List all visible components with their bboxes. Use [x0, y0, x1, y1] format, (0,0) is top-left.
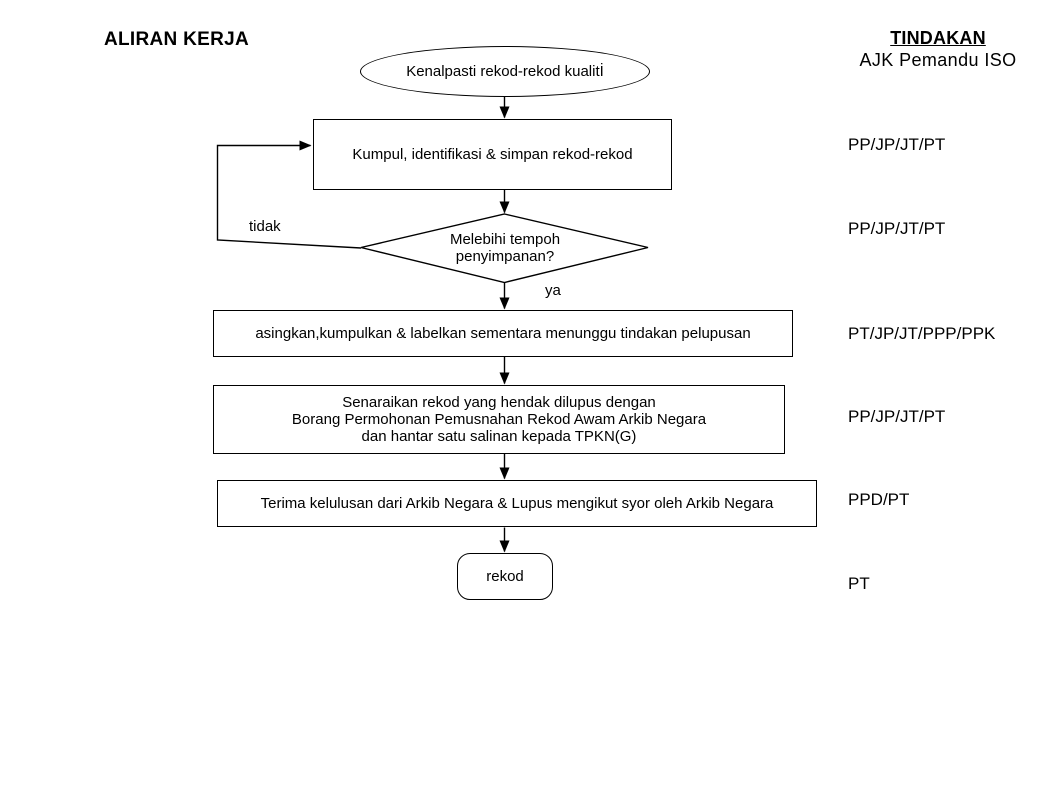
flow-node-end-label: rekod	[486, 568, 524, 585]
flow-node-start	[360, 46, 650, 97]
action-decision: PP/JP/JT/PT	[848, 219, 946, 238]
list-line1: Senaraikan rekod yang hendak dilupus dengan	[342, 394, 656, 411]
decision-line2: penyimpanan?	[455, 248, 555, 265]
action-list: PP/JP/JT/PT	[848, 407, 946, 426]
action-approve: PPD/PT	[848, 490, 910, 509]
page-title-workflow: ALIRAN KERJA	[104, 29, 250, 50]
flow-node-approve-label: Terima kelulusan dari Arkib Negara & Lupus mengikut syor oleh Arkib Negara	[260, 495, 774, 512]
flow-node-decision-label	[405, 229, 605, 267]
branch-label-yes: ya	[545, 282, 561, 299]
flow-node-separate	[213, 310, 793, 357]
branch-label-no: tidak	[249, 218, 281, 235]
action-column-subtitle: AJK Pemandu ISO	[859, 50, 1017, 70]
action-column-title: TINDAKAN	[890, 28, 986, 48]
flow-node-collect-label: Kumpul, identifikasi & simpan rekod-rekod	[352, 146, 633, 163]
flow-node-start-label: Kenalpasti rekod-rekod kualitİ	[406, 63, 604, 80]
action-collect: PP/JP/JT/PT	[848, 135, 946, 154]
decision-line1: Melebihi tempoh	[449, 231, 561, 248]
flow-node-separate-label: asingkan,kumpulkan & labelkan sementara menunggu tindakan pelupusan	[255, 325, 751, 342]
list-line3: dan hantar satu salinan kepada TPKN(G)	[361, 428, 637, 445]
action-column-header	[845, 28, 1031, 71]
flow-node-approve	[217, 480, 817, 527]
list-line2: Borang Permohonan Pemusnahan Rekod Awam Arkib Negara	[291, 411, 707, 428]
action-separate: PT/JP/JT/PPP/PPK	[848, 324, 996, 343]
flow-node-list	[213, 385, 785, 454]
flow-node-collect	[313, 119, 672, 190]
flow-node-end	[457, 553, 553, 600]
action-end: PT	[848, 574, 870, 593]
